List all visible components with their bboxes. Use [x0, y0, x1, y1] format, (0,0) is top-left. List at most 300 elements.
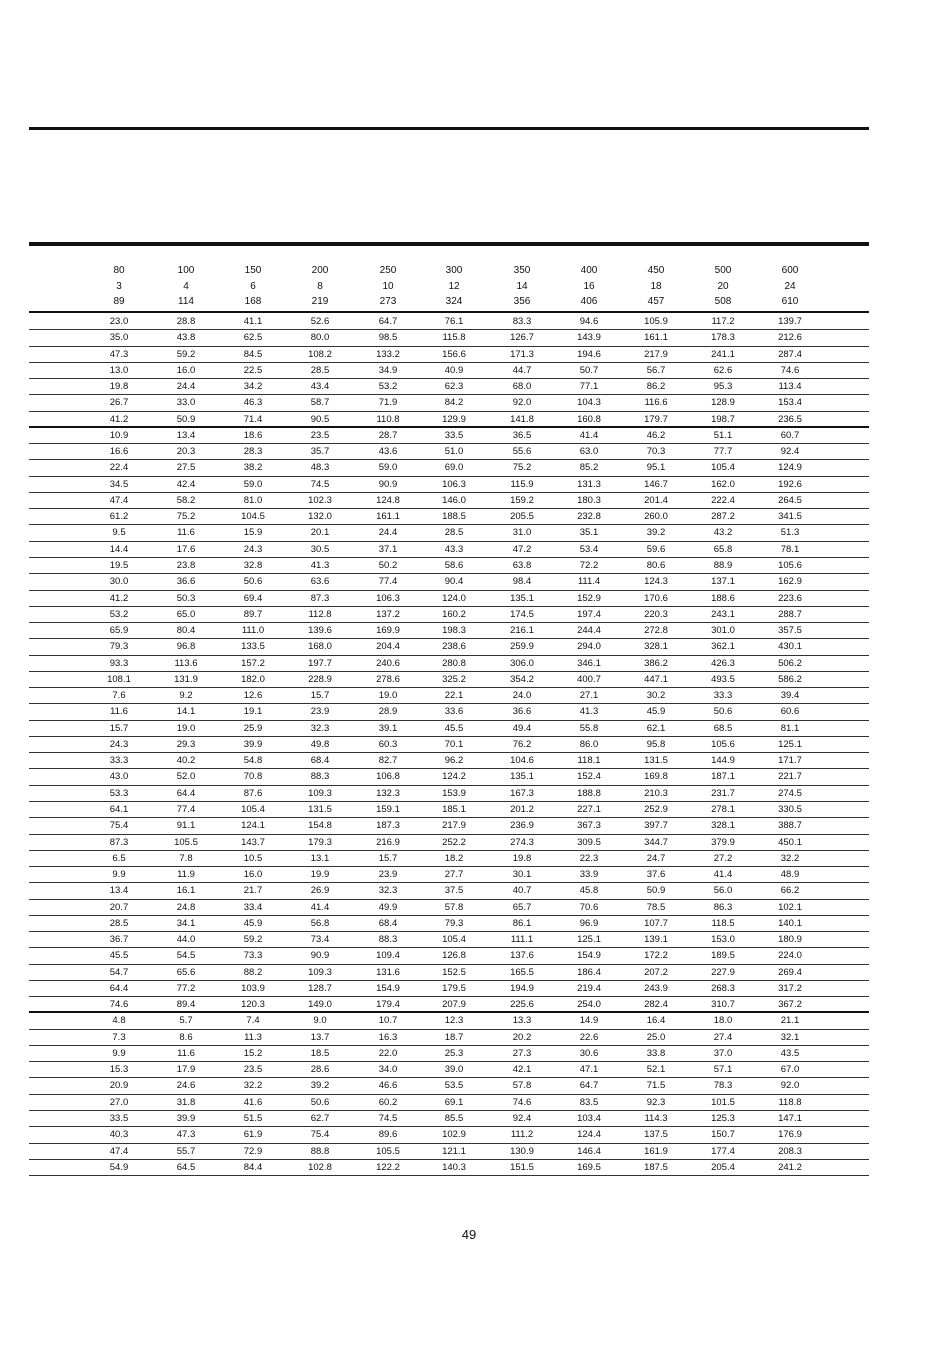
table-cell: 252.2	[442, 836, 466, 848]
table-cell: 94.6	[579, 316, 599, 327]
table-cell: 56.8	[310, 917, 330, 929]
table-cell: 15.7	[378, 852, 398, 864]
table-cell: 69.1	[444, 1096, 464, 1108]
table-cell: 188.6	[711, 592, 735, 604]
table-cell: 19.8	[512, 852, 532, 864]
table-cell: 228.9	[308, 673, 332, 685]
table-cell: 40.7	[512, 885, 532, 897]
table-cell: 124.9	[778, 462, 802, 474]
table-cell: 152.4	[577, 771, 601, 783]
table-cell: 192.6	[778, 478, 802, 490]
table-cell: 115.8	[442, 332, 466, 344]
table-cell: 78.5	[646, 901, 666, 913]
table-cell: 109.4	[376, 950, 400, 962]
table-cell: 105.4	[711, 462, 735, 474]
table-cell: 54.8	[243, 755, 263, 767]
header-cell: 610	[781, 296, 799, 307]
table-cell: 236.5	[778, 413, 802, 425]
table-cell: 84.4	[243, 1161, 263, 1173]
table-cell: 9.9	[112, 1047, 126, 1059]
table-cell: 216.1	[510, 625, 534, 637]
table-cell: 43.5	[780, 1047, 800, 1059]
table-cell: 154.8	[308, 820, 332, 832]
table-cell: 143.9	[577, 332, 601, 344]
table-cell: 9.2	[179, 690, 193, 702]
table-cell: 254.0	[577, 999, 601, 1011]
table-cell: 51.5	[243, 1113, 263, 1125]
table-cell: 58.7	[310, 397, 330, 409]
table-cell: 65.0	[176, 608, 196, 620]
table-cell: 32.2	[243, 1080, 263, 1092]
table-cell: 44.0	[176, 934, 196, 946]
table-cell: 53.2	[378, 381, 398, 393]
table-cell: 11.3	[244, 1031, 262, 1043]
table-cell: 11.6	[177, 1047, 195, 1059]
table-cell: 294.0	[577, 641, 601, 653]
table-cell: 140.3	[442, 1161, 466, 1173]
table-cell: 144.9	[711, 755, 735, 767]
table-cell: 78.1	[780, 543, 800, 555]
table-cell: 207.9	[442, 999, 466, 1011]
table-cell: 24.6	[176, 1080, 196, 1092]
table-cell: 41.2	[109, 592, 129, 604]
table-cell: 71.5	[646, 1080, 666, 1092]
table-cell: 28.8	[176, 316, 196, 327]
table-cell: 11.6	[177, 527, 195, 539]
header-cell: 80	[113, 265, 125, 276]
header-cell: 16	[583, 280, 595, 292]
table-cell: 24.0	[512, 690, 532, 702]
table-cell: 105.6	[711, 738, 735, 750]
table-cell: 30.0	[109, 576, 129, 588]
table-cell: 74.6	[512, 1096, 532, 1108]
table-cell: 90.9	[378, 478, 398, 490]
table-cell: 53.4	[579, 543, 599, 555]
table-cell: 26.7	[109, 397, 129, 409]
table-cell: 23.0	[109, 316, 129, 327]
table-cell: 188.5	[442, 511, 466, 523]
table-cell: 92.3	[646, 1096, 666, 1108]
table-cell: 58.6	[444, 559, 464, 571]
table-cell: 153.4	[778, 397, 802, 409]
header-rule	[29, 311, 869, 313]
table-cell: 102.1	[778, 901, 802, 913]
table-cell: 109.3	[308, 787, 332, 799]
table-cell: 83.3	[512, 316, 532, 327]
table-cell: 19.0	[378, 690, 398, 702]
table-cell: 161.1	[376, 511, 400, 523]
table-row	[29, 623, 869, 639]
table-cell: 112.8	[308, 608, 332, 620]
table-cell: 77.2	[176, 982, 196, 994]
table-cell: 7.4	[246, 1015, 260, 1027]
table-cell: 278.1	[711, 803, 735, 815]
table-cell: 89.6	[378, 1129, 398, 1141]
table-row	[29, 1013, 869, 1029]
table-cell: 64.5	[176, 1161, 196, 1173]
table-cell: 220.3	[644, 608, 668, 620]
table-cell: 328.1	[644, 641, 668, 653]
table-cell: 20.2	[512, 1031, 532, 1043]
table-row	[29, 672, 869, 688]
table-cell: 178.3	[711, 332, 735, 344]
table-cell: 111.2	[510, 1129, 534, 1141]
table-cell: 19.5	[109, 559, 129, 571]
table-cell: 362.1	[711, 641, 735, 653]
table-cell: 77.7	[713, 446, 733, 458]
table-cell: 48.3	[310, 462, 330, 474]
table-cell: 47.3	[176, 1129, 196, 1141]
table-cell: 325.2	[442, 673, 466, 685]
table-cell: 149.0	[308, 999, 332, 1011]
table-cell: 27.4	[713, 1031, 733, 1043]
table-row	[29, 656, 869, 672]
table-cell: 126.8	[442, 950, 466, 962]
table-cell: 278.6	[376, 673, 400, 685]
table-cell: 80.6	[646, 559, 666, 571]
header-cell: 4	[183, 280, 189, 292]
table-cell: 180.9	[778, 934, 802, 946]
table-cell: 96.2	[444, 755, 464, 767]
table-cell: 137.1	[711, 576, 735, 588]
table-cell: 92.4	[512, 1113, 532, 1125]
table-cell: 219.4	[577, 982, 601, 994]
table-row	[29, 867, 869, 883]
table-cell: 117.2	[711, 316, 735, 327]
table-cell: 51.3	[780, 527, 800, 539]
table-row	[29, 721, 869, 737]
table-cell: 47.4	[109, 1145, 129, 1157]
table-cell: 24.7	[646, 852, 666, 864]
table-cell: 72.2	[579, 559, 599, 571]
table-cell: 92.4	[780, 446, 800, 458]
table-cell: 82.7	[378, 755, 398, 767]
table-cell: 135.1	[510, 771, 534, 783]
table-cell: 86.0	[579, 738, 599, 750]
table-cell: 33.5	[444, 429, 464, 441]
table-row	[29, 542, 869, 558]
table-cell: 102.8	[308, 1161, 332, 1173]
table-cell: 162.9	[778, 576, 802, 588]
table-cell: 35.7	[310, 446, 330, 458]
table-cell: 80.4	[176, 625, 196, 637]
table-cell: 288.7	[778, 608, 802, 620]
table-cell: 32.3	[310, 722, 330, 734]
table-cell: 42.1	[512, 1064, 532, 1076]
table-cell: 33.4	[243, 901, 263, 913]
table-cell: 167.3	[510, 787, 534, 799]
table-cell: 154.9	[376, 982, 400, 994]
table-cell: 25.3	[444, 1047, 464, 1059]
table-cell: 113.4	[778, 381, 802, 393]
table-cell: 18.0	[713, 1015, 733, 1027]
table-cell: 27.1	[579, 690, 599, 702]
table-row	[29, 591, 869, 607]
table-cell: 105.9	[644, 316, 668, 327]
header-cell: 3	[116, 280, 122, 292]
table-cell: 131.5	[308, 803, 332, 815]
table-cell: 133.5	[241, 641, 265, 653]
table-row	[29, 769, 869, 785]
table-cell: 53.5	[444, 1080, 464, 1092]
table-cell: 19.8	[109, 381, 129, 393]
table-cell: 16.4	[646, 1015, 666, 1027]
table-cell: 17.6	[176, 543, 196, 555]
table-cell: 43.3	[444, 543, 464, 555]
table-cell: 28.5	[444, 527, 464, 539]
table-cell: 236.9	[510, 820, 534, 832]
table-cell: 85.5	[444, 1113, 464, 1125]
table-cell: 194.6	[577, 348, 601, 360]
table-row	[29, 965, 869, 981]
table-cell: 16.3	[378, 1031, 398, 1043]
table-cell: 52.6	[310, 316, 330, 327]
table-cell: 14.9	[579, 1015, 599, 1027]
table-cell: 65.7	[512, 901, 532, 913]
table-cell: 110.8	[376, 413, 400, 425]
table-cell: 49.4	[512, 722, 532, 734]
table-cell: 243.9	[644, 982, 668, 994]
table-cell: 93.3	[109, 657, 129, 669]
table-cell: 61.9	[243, 1129, 263, 1141]
table-cell: 75.2	[176, 511, 196, 523]
table-cell: 147.1	[778, 1113, 802, 1125]
table-cell: 162.0	[711, 478, 735, 490]
table-cell: 59.2	[243, 934, 263, 946]
table-cell: 133.2	[376, 348, 400, 360]
table-cell: 217.9	[644, 348, 668, 360]
table-row	[29, 948, 869, 964]
table-cell: 10.9	[109, 429, 129, 441]
table-cell: 124.4	[577, 1129, 601, 1141]
table-cell: 27.5	[176, 462, 196, 474]
table-cell: 77.1	[579, 381, 599, 393]
table-cell: 153.9	[442, 787, 466, 799]
table-cell: 129.9	[442, 413, 466, 425]
table-cell: 179.4	[376, 999, 400, 1011]
table-cell: 41.6	[243, 1096, 263, 1108]
table-cell: 62.7	[310, 1113, 330, 1125]
table-cell: 18.7	[444, 1031, 464, 1043]
table-cell: 104.6	[510, 755, 534, 767]
table-cell: 83.5	[579, 1096, 599, 1108]
table-cell: 16.6	[109, 446, 129, 458]
table-cell: 46.6	[378, 1080, 398, 1092]
table-row	[29, 981, 869, 997]
table-cell: 116.6	[644, 397, 668, 409]
header-cell: 500	[714, 265, 732, 276]
table-cell: 23.5	[243, 1064, 263, 1076]
table-cell: 88.9	[713, 559, 733, 571]
table-cell: 176.9	[778, 1129, 802, 1141]
table-cell: 34.2	[243, 381, 263, 393]
table-cell: 165.5	[510, 966, 534, 978]
table-cell: 19.9	[310, 869, 330, 881]
table-cell: 98.4	[512, 576, 532, 588]
table-cell: 137.6	[510, 950, 534, 962]
table-cell: 40.9	[444, 364, 464, 376]
table-cell: 20.3	[176, 446, 196, 458]
table-cell: 41.4	[713, 869, 733, 881]
table-row	[29, 493, 869, 509]
table-cell: 103.9	[241, 982, 265, 994]
table-cell: 41.4	[579, 429, 599, 441]
table-cell: 18.6	[243, 429, 263, 441]
table-cell: 426.3	[711, 657, 735, 669]
table-row	[29, 1160, 869, 1176]
header-cell: 150	[244, 265, 262, 276]
table-cell: 68.0	[512, 381, 532, 393]
table-cell: 85.2	[579, 462, 599, 474]
table-cell: 105.4	[442, 934, 466, 946]
table-cell: 26.9	[310, 885, 330, 897]
table-cell: 131.6	[376, 966, 400, 978]
table-cell: 346.1	[577, 657, 601, 669]
table-cell: 10.5	[243, 852, 263, 864]
table-cell: 506.2	[778, 657, 802, 669]
table-cell: 39.4	[780, 690, 800, 702]
table-cell: 8.6	[179, 1031, 193, 1043]
table-cell: 125.1	[577, 934, 601, 946]
table-cell: 89.4	[176, 999, 196, 1011]
table-cell: 223.6	[778, 592, 802, 604]
table-cell: 96.9	[579, 917, 599, 929]
table-cell: 172.2	[644, 950, 668, 962]
header-cell: 114	[178, 296, 194, 307]
table-cell: 121.1	[442, 1145, 466, 1157]
table-cell: 114.3	[644, 1113, 668, 1125]
table-cell: 73.4	[310, 934, 330, 946]
table-cell: 38.2	[243, 462, 263, 474]
table-cell: 45.5	[444, 722, 464, 734]
table-cell: 21.1	[780, 1015, 800, 1027]
table-cell: 30.6	[579, 1047, 599, 1059]
table-cell: 150.7	[711, 1129, 735, 1141]
table-cell: 20.9	[109, 1080, 129, 1092]
table-cell: 92.0	[780, 1080, 800, 1092]
table-cell: 95.1	[646, 462, 666, 474]
table-cell: 344.7	[644, 836, 668, 848]
table-cell: 36.7	[109, 934, 129, 946]
table-cell: 109.3	[308, 966, 332, 978]
table-cell: 205.4	[711, 1161, 735, 1173]
table-cell: 78.3	[713, 1080, 733, 1092]
table-cell: 86.3	[713, 901, 733, 913]
table-cell: 15.7	[310, 690, 330, 702]
table-cell: 43.6	[378, 446, 398, 458]
table-cell: 81.0	[243, 494, 263, 506]
table-row	[29, 639, 869, 655]
table-cell: 105.4	[241, 803, 265, 815]
table-cell: 36.6	[512, 706, 532, 718]
table-cell: 152.9	[577, 592, 601, 604]
table-cell: 72.9	[243, 1145, 263, 1157]
table-cell: 34.9	[378, 364, 398, 376]
table-cell: 39.9	[243, 738, 263, 750]
table-cell: 74.6	[109, 999, 129, 1011]
table-row	[29, 314, 869, 330]
table-cell: 70.8	[243, 771, 263, 783]
table-cell: 51.0	[444, 446, 464, 458]
table-cell: 57.8	[512, 1080, 532, 1092]
table-cell: 43.0	[109, 771, 129, 783]
table-cell: 30.2	[646, 690, 666, 702]
table-cell: 118.8	[778, 1096, 802, 1108]
table-cell: 174.5	[510, 608, 534, 620]
table-cell: 68.5	[713, 722, 733, 734]
table-cell: 65.9	[109, 625, 129, 637]
table-cell: 104.3	[577, 397, 601, 409]
table-cell: 130.9	[510, 1145, 534, 1157]
table-cell: 156.6	[442, 348, 466, 360]
table-cell: 170.6	[644, 592, 668, 604]
table-cell: 280.8	[442, 657, 466, 669]
table-cell: 146.0	[442, 494, 466, 506]
header-cell: 200	[311, 265, 329, 276]
table-cell: 76.2	[512, 738, 532, 750]
table-cell: 64.7	[378, 316, 398, 327]
table-cell: 201.4	[644, 494, 668, 506]
table-cell: 43.2	[713, 527, 733, 539]
table-cell: 34.0	[378, 1064, 398, 1076]
table-header	[29, 263, 869, 310]
header-cell: 300	[445, 265, 463, 276]
table-cell: 30.1	[512, 869, 532, 881]
table-cell: 225.6	[510, 999, 534, 1011]
table-cell: 179.7	[644, 413, 668, 425]
table-cell: 139.7	[778, 316, 802, 327]
table-cell: 62.1	[646, 722, 666, 734]
table-cell: 341.5	[778, 511, 802, 523]
table-cell: 241.2	[778, 1161, 802, 1173]
table-cell: 171.7	[778, 755, 802, 767]
header-cell: 6	[250, 280, 256, 292]
table-cell: 159.1	[376, 803, 400, 815]
table-cell: 124.1	[241, 820, 265, 832]
table-cell: 493.5	[711, 673, 735, 685]
table-cell: 45.9	[243, 917, 263, 929]
table-cell: 48.9	[780, 869, 800, 881]
table-cell: 12.3	[444, 1015, 464, 1027]
table-cell: 36.5	[512, 429, 532, 441]
table-cell: 22.5	[243, 364, 263, 376]
table-cell: 31.0	[512, 527, 532, 539]
table-cell: 37.1	[378, 543, 398, 555]
table-cell: 56.7	[646, 364, 666, 376]
table-cell: 252.9	[644, 803, 668, 815]
table-row	[29, 379, 869, 395]
table-cell: 95.8	[646, 738, 666, 750]
table-cell: 54.9	[109, 1161, 129, 1173]
table-cell: 310.7	[711, 999, 735, 1011]
table-cell: 9.5	[112, 527, 126, 539]
table-cell: 35.1	[579, 527, 599, 539]
table-cell: 37.5	[444, 885, 464, 897]
table-row	[29, 932, 869, 948]
table-cell: 24.3	[109, 738, 129, 750]
table-cell: 159.2	[510, 494, 534, 506]
table-cell: 180.3	[577, 494, 601, 506]
table-cell: 28.6	[310, 1064, 330, 1076]
table-cell: 105.5	[174, 836, 198, 848]
table-cell: 96.8	[176, 641, 196, 653]
table-cell: 68.4	[378, 917, 398, 929]
table-cell: 328.1	[711, 820, 735, 832]
table-cell: 13.7	[310, 1031, 330, 1043]
table-cell: 55.8	[579, 722, 599, 734]
table-cell: 53.2	[109, 608, 129, 620]
header-cell: 100	[177, 265, 195, 276]
